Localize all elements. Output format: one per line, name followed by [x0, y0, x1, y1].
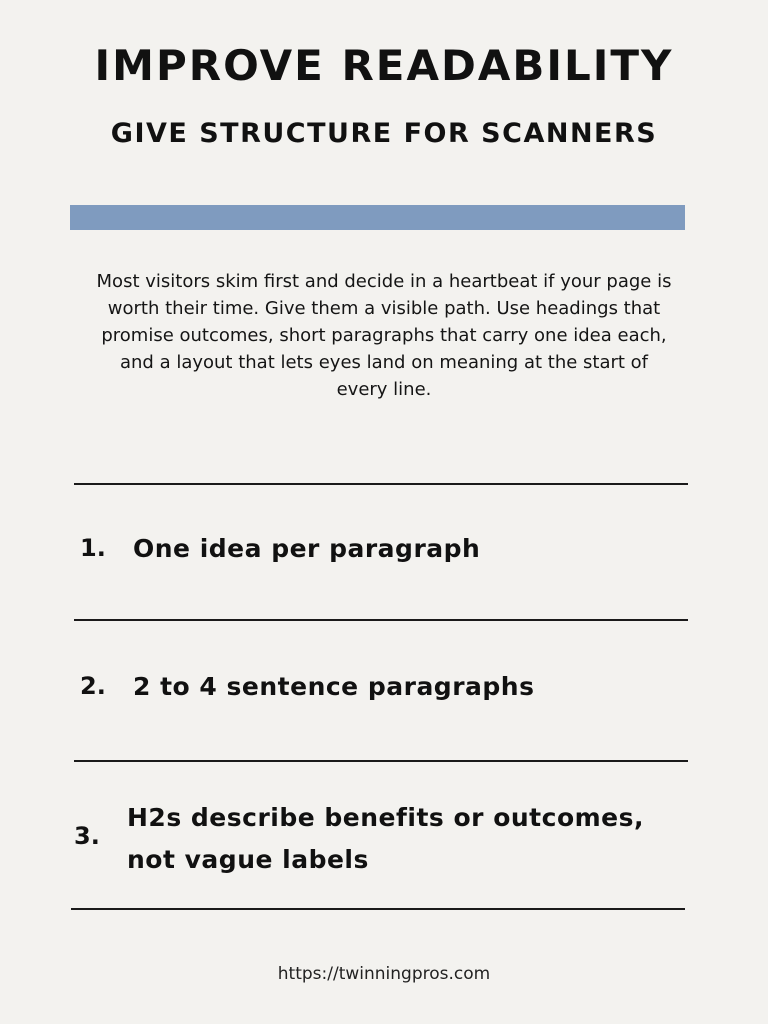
intro-paragraph: Most visitors skim first and decide in a heartbeat if your page is worth their time. Give them a visible path. Use headings that promise outcomes, short paragraphs that carry one idea each, and a layout that lets eyes land on meaning at the start of every line.: [96, 271, 672, 400]
list-item-number: 2.: [80, 672, 106, 700]
footer-url: https://twinningpros.com: [277, 964, 491, 984]
page-title: IMPROVE READABILITY: [94, 41, 674, 90]
list-item-text: H2s describe benefits or outcomes, not vague labels: [127, 803, 644, 874]
divider-bottom: [71, 908, 685, 910]
page-subtitle: GIVE STRUCTURE FOR SCANNERS: [110, 118, 658, 149]
list-item-text: 2 to 4 sentence paragraphs: [133, 672, 535, 701]
divider-top: [74, 483, 688, 485]
list-item-text: One idea per paragraph: [133, 534, 481, 563]
list-item-number: 3.: [74, 822, 100, 850]
accent-bar: [70, 205, 685, 230]
divider-1: [74, 619, 688, 621]
list-item-number: 1.: [80, 534, 106, 562]
divider-2: [74, 760, 688, 762]
